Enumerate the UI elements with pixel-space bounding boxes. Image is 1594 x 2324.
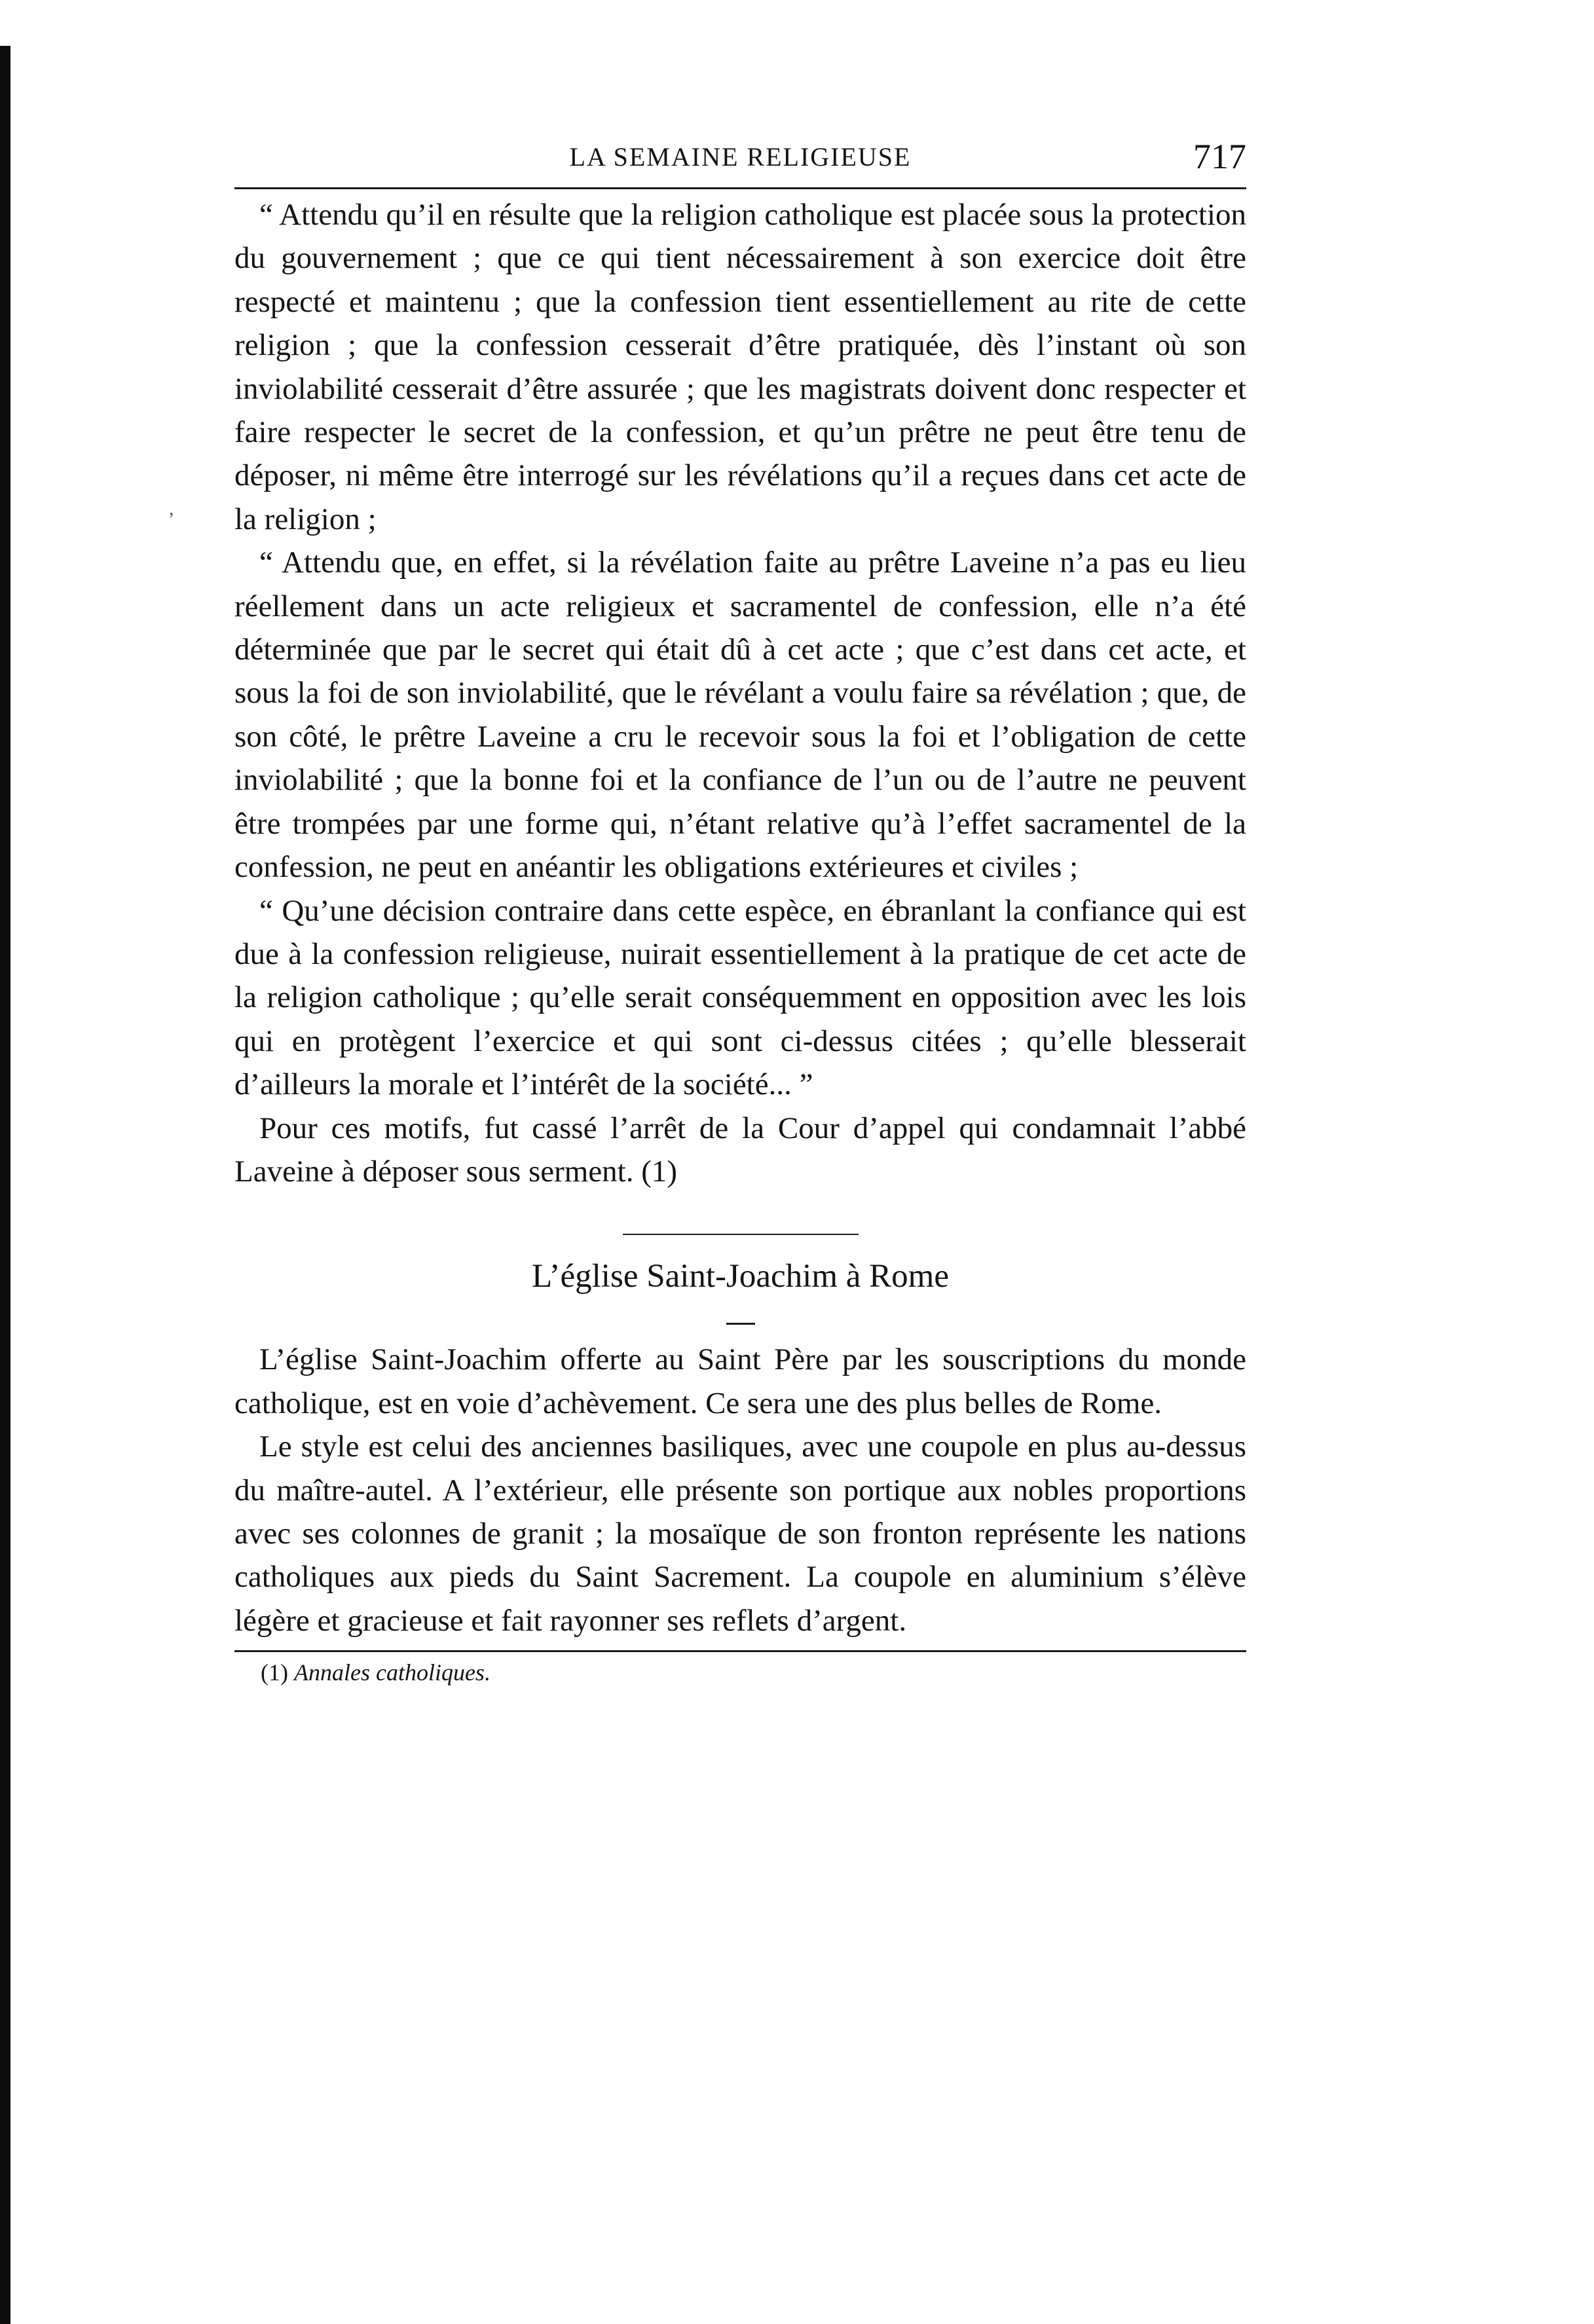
- running-title: LA SEMAINE RELIGIEUSE: [569, 142, 912, 172]
- binding-edge-shadow: [0, 46, 10, 2324]
- section-divider: [623, 1234, 859, 1235]
- section-title-dash: [726, 1323, 755, 1325]
- page-content: [234, 124, 1246, 1686]
- footnote-marker: (1): [261, 1659, 288, 1686]
- paragraph: “ Qu’une décision contraire dans cette espèce, en ébranlant la confiance qui est due à la confession religieuse, nuirait essentiellement à la pratique de cet acte de la religion catholique ; qu’elle serait conséquemment en opposition avec les lois qui en protègent l’exercice et qui sont ci-dessus citées ; qu’elle blesserait d’ailleurs la morale et l’intérêt de la société... ”: [234, 893, 1246, 1102]
- section-text: [234, 1338, 1246, 1642]
- paragraph: “ Attendu que, en effet, si la révélation faite au prêtre Laveine n’a pas eu lieu réellement dans un acte religieux et sacramentel de confession, elle n’a été déterminée que par le secret qui était dû à cet acte ; que c’est dans cet acte, et sous la foi de son inviolabilité, que le révélant a voulu faire sa révélation ; que, de son côté, le prêtre Laveine a cru le recevoir sous la foi et l’obligation de cette inviolabilité ; que la bonne foi et la confiance de l’un ou de l’autre ne peuvent être trompées par une forme qui, n’étant relative qu’à l’effet sacramentel de la confession, ne peut en anéantir les obligations extérieures et civiles ;: [234, 545, 1246, 885]
- margin-annotation-mark: ,: [169, 498, 174, 519]
- footnote-source: Annales catholiques.: [293, 1659, 491, 1686]
- paragraph: “ Attendu qu’il en résulte que la religion catholique est placée sous la protection du gouvernement ; que ce qui tient nécessairement à son exercice doit être respecté et maintenu ; que la confession tient essentiellement au rite de cette religion ; que la confession cesserait d’être pratiquée, dès l’instant où son inviolabilité cesserait d’être assurée ; que les magistrats doivent donc respecter et faire respecter le secret de la confession, et qu’un prêtre ne peut être tenu de déposer, ni même être interrogé sur les révélations qu’il a reçues dans cet acte de la religion ;: [234, 198, 1246, 536]
- footnote-rule: [234, 1650, 1246, 1652]
- footnote: [234, 1659, 1246, 1686]
- running-header: [234, 124, 1246, 187]
- main-text: [234, 193, 1246, 1193]
- page-number: 717: [1193, 137, 1246, 176]
- header-rule: [234, 187, 1246, 189]
- paragraph: Le style est celui des anciennes basiliques, avec une coupole en plus au-dessus du maître-autel. A l’extérieur, elle présente son portique aux nobles proportions avec ses colonnes de granit ; la mosaïque de son fronton représente les nations catholiques aux pieds du Saint Sacrement. La coupole en aluminium s’élève légère et gracieuse et fait rayonner ses reflets d’argent.: [234, 1429, 1246, 1638]
- paragraph: L’église Saint-Joachim offerte au Saint Père par les souscriptions du monde catholique, est en voie d’achèvement. Ce sera une des plus belles de Rome.: [234, 1342, 1246, 1420]
- section-title: L’église Saint-Joachim à Rome: [532, 1258, 949, 1295]
- paragraph: Pour ces motifs, fut cassé l’arrêt de la Cour d’appel qui condamnait l’abbé Laveine à déposer sous serment. (1): [234, 1111, 1246, 1189]
